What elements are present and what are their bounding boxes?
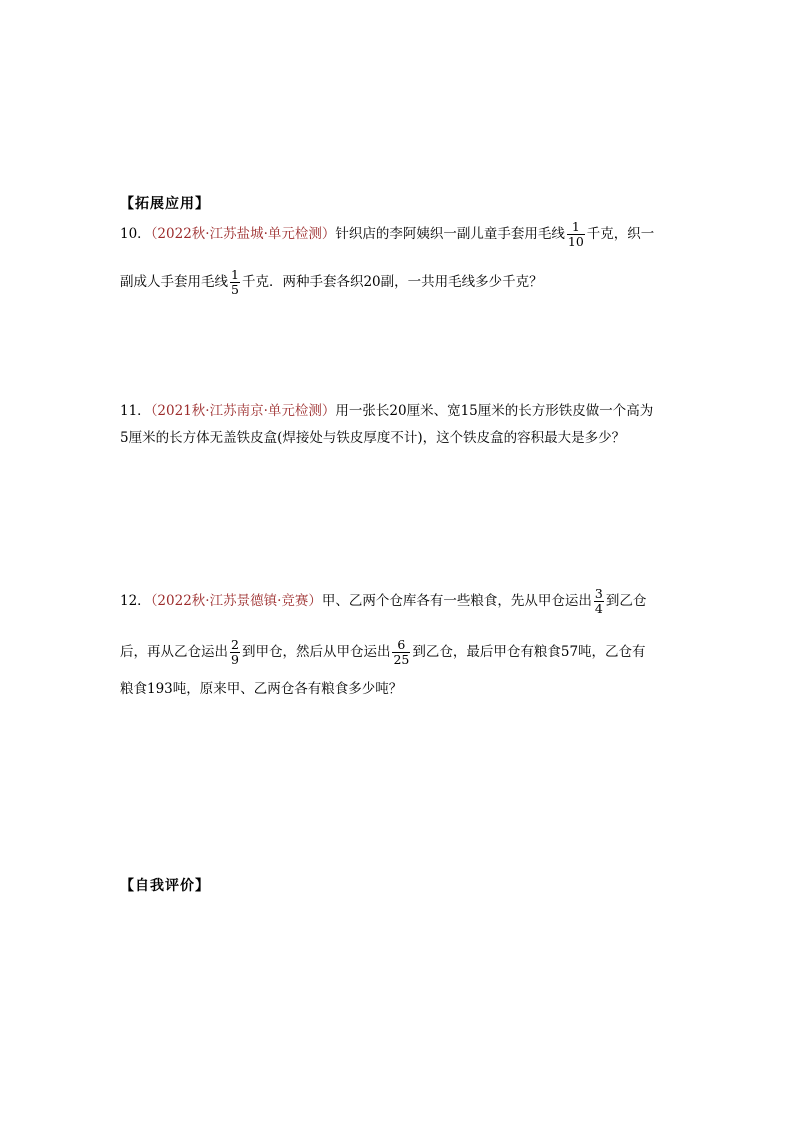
fraction-denominator: 25 — [393, 652, 410, 667]
question-text: 千克．两种手套各织20副，一共用毛线多少千克？ — [241, 274, 543, 290]
fraction-numerator: 2 — [231, 637, 239, 652]
question-number: 12． — [120, 593, 151, 609]
question-text: 到乙仓，最后甲仓有粮食57吨，乙仓有 — [412, 644, 646, 660]
question-text: 针织店的李阿姨织一副儿童手套用毛线 — [335, 226, 565, 242]
fraction-numerator: 1 — [571, 219, 580, 234]
section-heading-self-evaluation: 【自我评价】 — [120, 878, 210, 894]
question-text: 千克，织一 — [586, 226, 655, 242]
fraction-denominator: 10 — [567, 234, 584, 249]
question-source: （2021秋·江苏南京·单元检测） — [150, 403, 336, 419]
question-text: 粮食193吨，原来甲、乙两仓各有粮食多少吨？ — [120, 681, 403, 697]
fraction — [230, 638, 240, 667]
question-number: 11． — [120, 403, 151, 419]
question-text: 后，再从乙仓运出 — [120, 644, 228, 660]
fraction — [392, 638, 410, 667]
question-11-line-2 — [120, 428, 625, 448]
question-source: （2022秋·江苏盐城·单元检测） — [150, 226, 336, 242]
fraction-denominator: 5 — [231, 282, 239, 297]
section-heading-extension: 【拓展应用】 — [120, 196, 210, 212]
question-12-line-2 — [120, 638, 646, 667]
question-number: 10． — [120, 226, 151, 242]
question-text: 到甲仓，然后从甲仓运出 — [241, 644, 391, 660]
question-10-line-2 — [120, 268, 543, 297]
question-10-line-1 — [120, 220, 654, 249]
question-text: 甲、乙两个仓库各有一些粮食，先从甲仓运出 — [321, 593, 592, 609]
question-text: 副成人手套用毛线 — [120, 274, 228, 290]
fraction — [230, 268, 240, 297]
fraction — [567, 220, 585, 249]
fraction-numerator: 6 — [397, 637, 406, 652]
fraction-numerator: 3 — [594, 586, 603, 601]
question-source: （2022秋·江苏景德镇·竞赛） — [150, 593, 322, 609]
question-text: 5厘米的长方体无盖铁皮盒(焊接处与铁皮厚度不计)，这个铁皮盒的容积最大是多少？ — [120, 430, 626, 446]
question-text: 用一张长20厘米、宽15厘米的长方形铁皮做一个高为 — [335, 403, 654, 419]
fraction — [594, 587, 604, 616]
question-12-line-1 — [120, 587, 646, 616]
fraction-numerator: 1 — [231, 267, 239, 282]
question-12-line-3 — [120, 679, 402, 699]
question-11-line-1 — [120, 401, 653, 421]
fraction-denominator: 4 — [594, 601, 603, 616]
question-text: 到乙仓 — [605, 593, 647, 609]
fraction-denominator: 9 — [231, 652, 239, 667]
